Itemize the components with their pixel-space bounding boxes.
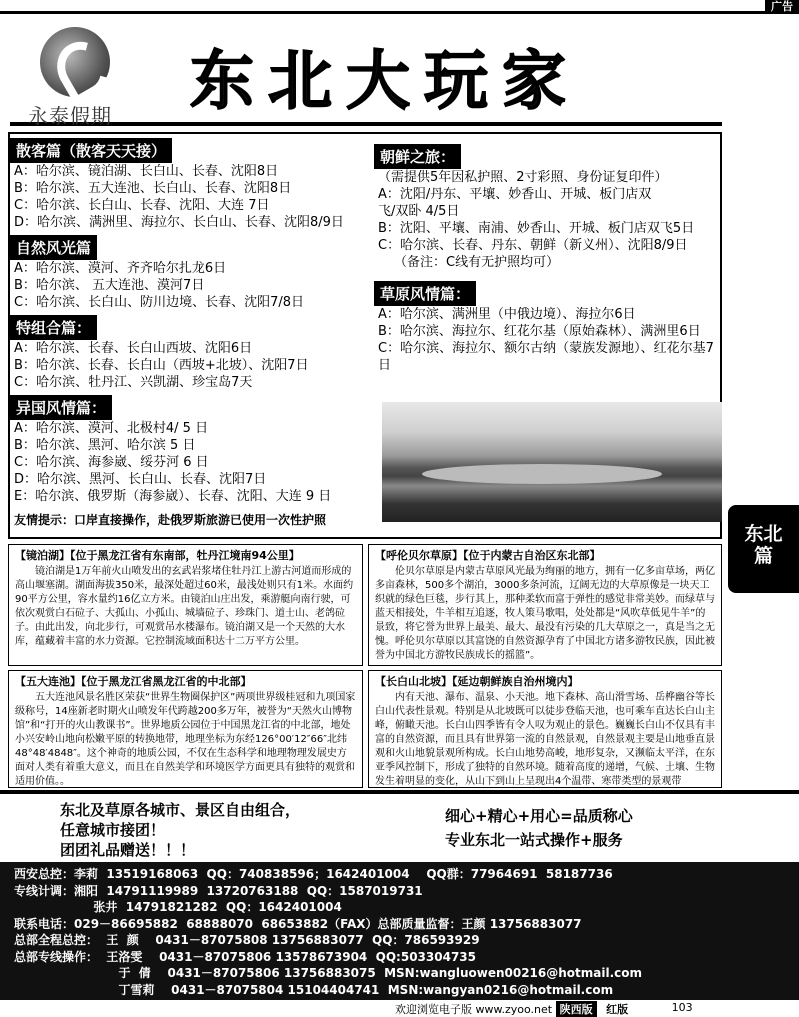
section-scattered bbox=[10, 134, 364, 231]
box-title: 【五大连池】【位于黑龙江省黑龙江省的中北部】 bbox=[15, 675, 252, 688]
route-line: C：哈尔滨、长春、丹东、朝鲜（新义州）、沈阳8/9日 bbox=[378, 238, 688, 253]
side-tab-line1: 东北 bbox=[744, 523, 783, 545]
info-box-jingpo bbox=[8, 544, 363, 666]
itinerary-panel bbox=[8, 132, 722, 539]
contact-row bbox=[14, 916, 785, 933]
route-line: （需提供5年因私护照、2寸彩照、身份证复印件） bbox=[378, 170, 668, 185]
contact-text: 总部全程总控： 王 颜 0431－87075808 13756883077 QQ：786593929 bbox=[14, 933, 480, 947]
section-title: 草原风情篇： bbox=[374, 281, 476, 306]
ad-tag: 广告 bbox=[765, 0, 799, 14]
box-body: 镜泊湖是1万年前火山喷发出的玄武岩浆堵住牡丹江上游古河道而形成的高山堰塞湖。湖面海拔350米，最深处超过60米，最浅处则只有1米。水面约90平方公里，容水量约16亿立方米。由镜泊山庄出发，乘游艇向南行驶，可依次观赏白石砬子、大孤山、小孤山、城墙砬子、珍珠门、道士山、老鸽砬子。由此出发，向北步行，可观赏吊水楼瀑布。镜泊湖又是一个天然的大水库，蕴藏着丰富的水力资源。它控制流域面积达十二万平方公里。 bbox=[15, 566, 354, 647]
slogan-line: 任意城市接团！ bbox=[60, 821, 166, 839]
friendly-note: 友情提示：口岸直接操作，赴俄罗斯旅游已使用一次性护照 bbox=[14, 513, 327, 527]
route-line: （备注：C线有无护照均可） bbox=[394, 255, 560, 270]
contact-panel bbox=[0, 862, 799, 1000]
slogan-left bbox=[60, 800, 300, 860]
section-special bbox=[10, 311, 364, 391]
box-title: 【呼伦贝尔草原】【位于内蒙古自治区东北部】 bbox=[375, 549, 601, 562]
route-line: C：哈尔滨、长白山、防川边境、长春、沈阳7/8日 bbox=[14, 295, 304, 310]
route-line: E：哈尔滨、俄罗斯（海参崴）、长春、沈阳、大连 9 日 bbox=[14, 489, 332, 504]
left-column bbox=[10, 134, 364, 537]
logo-icon bbox=[40, 27, 110, 97]
route-line: A：哈尔滨、满洲里（中俄边境）、海拉尔6日 bbox=[378, 307, 636, 322]
info-box-wudalianchi bbox=[8, 670, 363, 788]
contact-row bbox=[14, 866, 785, 883]
top-bar bbox=[0, 0, 799, 14]
contact-row bbox=[14, 982, 785, 999]
info-box-hulunbuir bbox=[368, 544, 722, 666]
route-line: A：哈尔滨、漠河、北极村4/ 5 日 bbox=[14, 421, 209, 436]
landscape-photo bbox=[382, 402, 722, 522]
contact-text: 专线计调：湘阳 14791119989 13720763188 QQ：1587019731 bbox=[14, 883, 423, 898]
slogan-line: 专业东北一站式操作+服务 bbox=[445, 831, 623, 849]
route-line: B：哈尔滨、长春、长白山（西坡+北坡）、沈阳7日 bbox=[14, 358, 309, 373]
footer-text: 欢迎浏览电子版 www.zyoo.net bbox=[395, 1003, 553, 1016]
route-line: C：哈尔滨、长白山、长春、沈阳、大连 7日 bbox=[14, 198, 270, 213]
route-line: A：哈尔滨、长春、长白山西坡、沈阳6日 bbox=[14, 341, 253, 356]
slogan-band bbox=[0, 790, 799, 860]
section-title: 特组合篇： bbox=[10, 315, 97, 340]
route-line: B：哈尔滨、黑河、哈尔滨 5 日 bbox=[14, 438, 196, 453]
section-foreign bbox=[10, 391, 364, 505]
contact-row bbox=[14, 949, 785, 966]
route-line: B：哈尔滨、海拉尔、红花尔基（原始森林）、满洲里6日 bbox=[378, 324, 701, 339]
section-korea bbox=[374, 140, 722, 271]
contact-text: 总部专线操作： 王洛雯 0431－87075806 13578673904 QQ:503304735 bbox=[14, 949, 476, 964]
route-line: C：哈尔滨、牡丹江、兴凯湖、珍宝岛7天 bbox=[14, 375, 253, 390]
box-body: 伦贝尔草原是内蒙古草原风光最为绚丽的地方，拥有一亿多亩草场，两亿多亩森林，500多个湖泊，3000多条河流，辽阔无边的大草原像是一块天工织就的绿色巨毯，步行其上，那种柔软而富于弹性的感觉非常美妙。而绿草与蓝天相接处，牛羊相互追逐，牧人策马歌唱，处处都是“风吹草低见牛羊”的景致，将它誉为世界上最美、最大、最没有污染的几大草原之一，真是当之无愧。呼伦贝尔草原以其富饶的自然资源孕育了中国北方诸多游牧民族，因此被誉为中国北方游牧民族成长的摇篮”。 bbox=[375, 566, 715, 661]
header bbox=[10, 22, 722, 126]
route-line: B：沈阳、平壤、南浦、妙香山、开城、板门店双飞5日 bbox=[378, 221, 695, 236]
box-body: 五大连池风景名胜区荣获“世界生物圈保护区”两项世界级桂冠和九项国家级称号，14座新老时期火山喷发年代跨越200多万年，被誉为“天然火山博物馆”和“打开的火山教课书”。世界地质公园位于中国黑龙江省的中北部，地处小兴安岭山地向松嫩平原的转换地带，地理坐标为东经126°00′12″66″北纬48°48′4848″。这个神奇的地质公园，不仅在生态科学和地理物理发展史方面对人类有着重大意义，而且在自然美学和环境医学方面更具有独特的观赏和适用价值。。 bbox=[15, 692, 356, 787]
footer bbox=[395, 1001, 799, 1017]
route-line: A：哈尔滨、镜泊湖、长白山、长春、沈阳8日 bbox=[14, 164, 279, 179]
lake-shape bbox=[422, 464, 662, 484]
section-title: 异国风情篇： bbox=[10, 395, 112, 420]
route-line: A：哈尔滨、漠河、齐齐哈尔扎龙6日 bbox=[14, 261, 227, 276]
side-tab-line2: 篇 bbox=[753, 545, 773, 567]
contact-row bbox=[14, 932, 785, 949]
slogan-line: 东北及草原各城市、景区自由组合， bbox=[60, 801, 301, 819]
section-nature bbox=[10, 231, 364, 311]
contact-row bbox=[14, 965, 785, 982]
section-title: 散客篇（散客天天接） bbox=[10, 138, 172, 163]
section-title: 自然风光篇 bbox=[10, 235, 97, 260]
contact-text: 联系电话：029－86695882 68888070 68653882（FAX）总部质量监督：王颜 13756883077 bbox=[14, 916, 582, 931]
box-title: 【镜泊湖】【位于黑龙江省有东南部，牡丹江境南94公里】 bbox=[15, 549, 300, 562]
route-line: B：哈尔滨、 五大连池、漠河7日 bbox=[14, 278, 205, 293]
section-title: 朝鲜之旅： bbox=[374, 144, 461, 169]
route-line: D：哈尔滨、黑河、长白山、长春、沈阳7日 bbox=[14, 472, 267, 487]
slogan-line: 细心+精心+用心=品质称心 bbox=[445, 807, 633, 825]
route-line: C：哈尔滨、海拉尔、额尔古纳（蒙族发源地）、红花尔基7日 bbox=[378, 341, 714, 373]
slogan-line: 团团礼品赠送！！！ bbox=[60, 841, 196, 859]
side-tab bbox=[728, 505, 799, 593]
edition-badge: 陕西版 bbox=[556, 1001, 597, 1017]
right-column bbox=[374, 134, 722, 537]
brand-name: 永泰假期 bbox=[28, 104, 112, 128]
route-line: D：哈尔滨、满洲里、海拉尔、长白山、长春、沈阳8/9日 bbox=[14, 215, 344, 230]
box-body: 内有天池、瀑布、温泉、小天池。地下森林、高山滑雪场、岳桦幽谷等长白山代表性景观。特别是从北坡既可以徒步登临天池，也可乘车直达长白山主峰，俯瞰天池。长白山四季皆有令人叹为观止的景色。巍巍长白山不仅具有丰富的自然资源，而且具有世界第一流的自然景观，自然景观主要是山地垂直景观和火山地貌景观所构成。长白山地势高峻，地形复杂，又濒临太平洋，在东亚季风控制下，形成了独特的自然环境。随着高度的递增，气候、土壤、生物发生着明显的变化，从山下到山上呈现出4个温带、寒带类型的景观带 bbox=[375, 692, 715, 787]
page-title: 东北大玩家 bbox=[190, 44, 580, 119]
contact-text: 张井 14791821282 QQ：1642401004 bbox=[14, 900, 342, 914]
contact-text: 于 倩 0431－87075806 13756883075 MSN:wangluowen00216@hotmail.com bbox=[14, 966, 643, 980]
info-box-changbai bbox=[368, 670, 722, 788]
contact-row bbox=[14, 899, 785, 916]
color-label: 红版 bbox=[606, 1003, 629, 1016]
route-line: C：哈尔滨、海参崴、绥芬河 6 日 bbox=[14, 455, 209, 470]
section-grassland bbox=[374, 277, 722, 374]
route-line: A：沈阳/丹东、平壤、妙香山、开城、板门店双飞/双卧 4/5日 bbox=[378, 187, 652, 219]
contact-text: 西安总控：李莉 13519168063 QQ：740838596；1642401004 QQ群：77964691 58187736 bbox=[14, 867, 613, 881]
contact-row bbox=[14, 883, 785, 900]
slogan-right bbox=[445, 804, 633, 852]
route-line: B：哈尔滨、五大连池、长白山、长春、沈阳8日 bbox=[14, 181, 292, 196]
contact-text: 丁雪莉 0431－87075804 15104404741 MSN:wangyan0216@hotmail.com bbox=[14, 982, 614, 997]
box-title: 【长白山北坡】【延边朝鲜族自治州境内】 bbox=[375, 675, 579, 688]
page-number: 103 bbox=[671, 1001, 693, 1014]
